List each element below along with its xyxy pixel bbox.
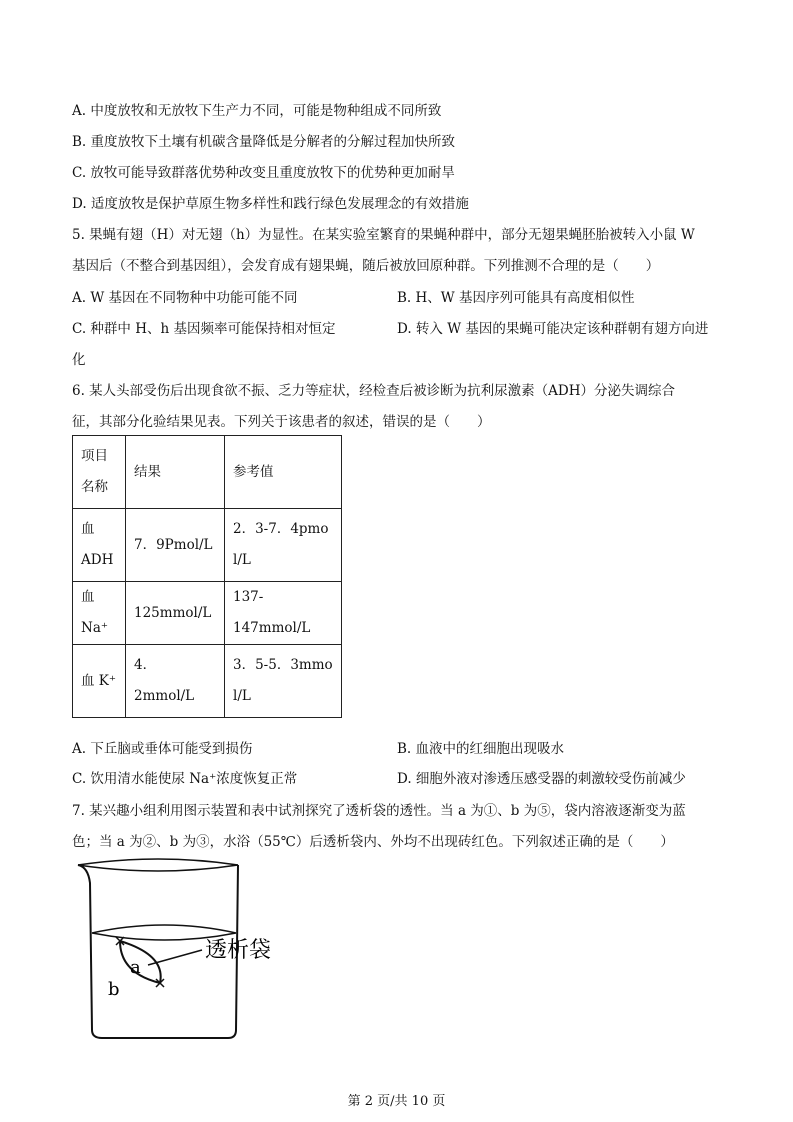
q6-stem-line2: 征，其部分化验结果见表。下列关于该患者的叙述，错误的是（ ） <box>72 414 491 430</box>
table-cell: 7．9Pmol/L <box>126 509 225 582</box>
table-cell: 137-147mmol/L <box>225 582 342 645</box>
q6-option-a: A. 下丘脑或垂体可能受到损伤 <box>72 741 253 757</box>
label-dialysis-bag: 透析袋 <box>205 938 272 963</box>
label-b: b <box>108 979 120 1000</box>
table-cell: 血 K⁺ <box>73 645 126 718</box>
q6-option-d: D. 细胞外液对渗透压感受器的刺激较受伤前减少 <box>397 771 686 787</box>
header-cell: 结果 <box>126 436 225 509</box>
q6-stem-line1: 6. 某人头部受伤后出现食欲不振、乏力等症状，经检查后被诊断为抗利尿激素（ADH）分泌失调综合 <box>72 383 676 399</box>
table-row <box>73 582 342 645</box>
q7-stem-line2: 色；当 a 为②、b 为③，水浴（55℃）后透析袋内、外均不出现砖红色。下列叙述正确的是（ ） <box>72 834 674 850</box>
q4-option-b: B. 重度放牧下土壤有机碳含量降低是分解者的分解过程加快所致 <box>72 134 456 150</box>
header-cell: 项目名称 <box>73 436 126 509</box>
label-a: a <box>130 957 141 978</box>
table-cell: 3．5-5．3mmol/L <box>225 645 342 718</box>
q5-option-b: B. H、W 基因序列可能具有高度相似性 <box>397 290 635 306</box>
table-row <box>73 509 342 582</box>
q5-option-a: A. W 基因在不同物种中功能可能不同 <box>72 290 298 306</box>
table-cell: 4．2mmol/L <box>126 645 225 718</box>
page-footer: 第 2 页/共 10 页 <box>347 1094 446 1109</box>
q6-option-b: B. 血液中的红细胞出现吸水 <box>397 741 565 757</box>
q7-stem-line1: 7. 某兴趣小组利用图示装置和表中试剂探究了透析袋的透性。当 a 为①、b 为⑤，袋内溶液逐渐变为蓝 <box>72 803 686 819</box>
table-row <box>73 645 342 718</box>
lab-results-table <box>72 435 342 718</box>
q5-stem-line2: 基因后（不整合到基因组），会发育成有翅果蝇，随后被放回原种群。下列推测不合理的是（ ） <box>72 258 660 274</box>
table-cell: 血 Na⁺ <box>73 582 126 645</box>
table-cell: 2．3-7．4pmol/L <box>225 509 342 582</box>
q4-option-d: D. 适度放牧是保护草原生物多样性和践行绿色发展理念的有效措施 <box>72 196 469 212</box>
q6-option-c: C. 饮用清水能使尿 Na⁺浓度恢复正常 <box>72 771 298 787</box>
q5-option-d: D. 转入 W 基因的果蝇可能决定该种群朝有翅方向进 <box>397 321 709 337</box>
q4-option-a: A. 中度放牧和无放牧下生产力不同，可能是物种组成不同所致 <box>72 103 442 119</box>
header-cell: 参考值 <box>225 436 342 509</box>
table-cell: 血 ADH <box>73 509 126 582</box>
q5-option-c: C. 种群中 H、h 基因频率可能保持相对恒定 <box>72 321 336 337</box>
q5-stem-line1: 5. 果蝇有翅（H）对无翅（h）为显性。在某实验室繁育的果蝇种群中，部分无翅果蝇胚胎被转入小鼠 W <box>72 227 695 243</box>
table-cell: 125mmol/L <box>126 582 225 645</box>
table-header-row <box>73 436 342 509</box>
beaker-dialysis-figure <box>70 855 290 1045</box>
q4-option-c: C. 放牧可能导致群落优势种改变且重度放牧下的优势种更加耐旱 <box>72 165 455 181</box>
q5-option-d-cont: 化 <box>72 352 86 368</box>
